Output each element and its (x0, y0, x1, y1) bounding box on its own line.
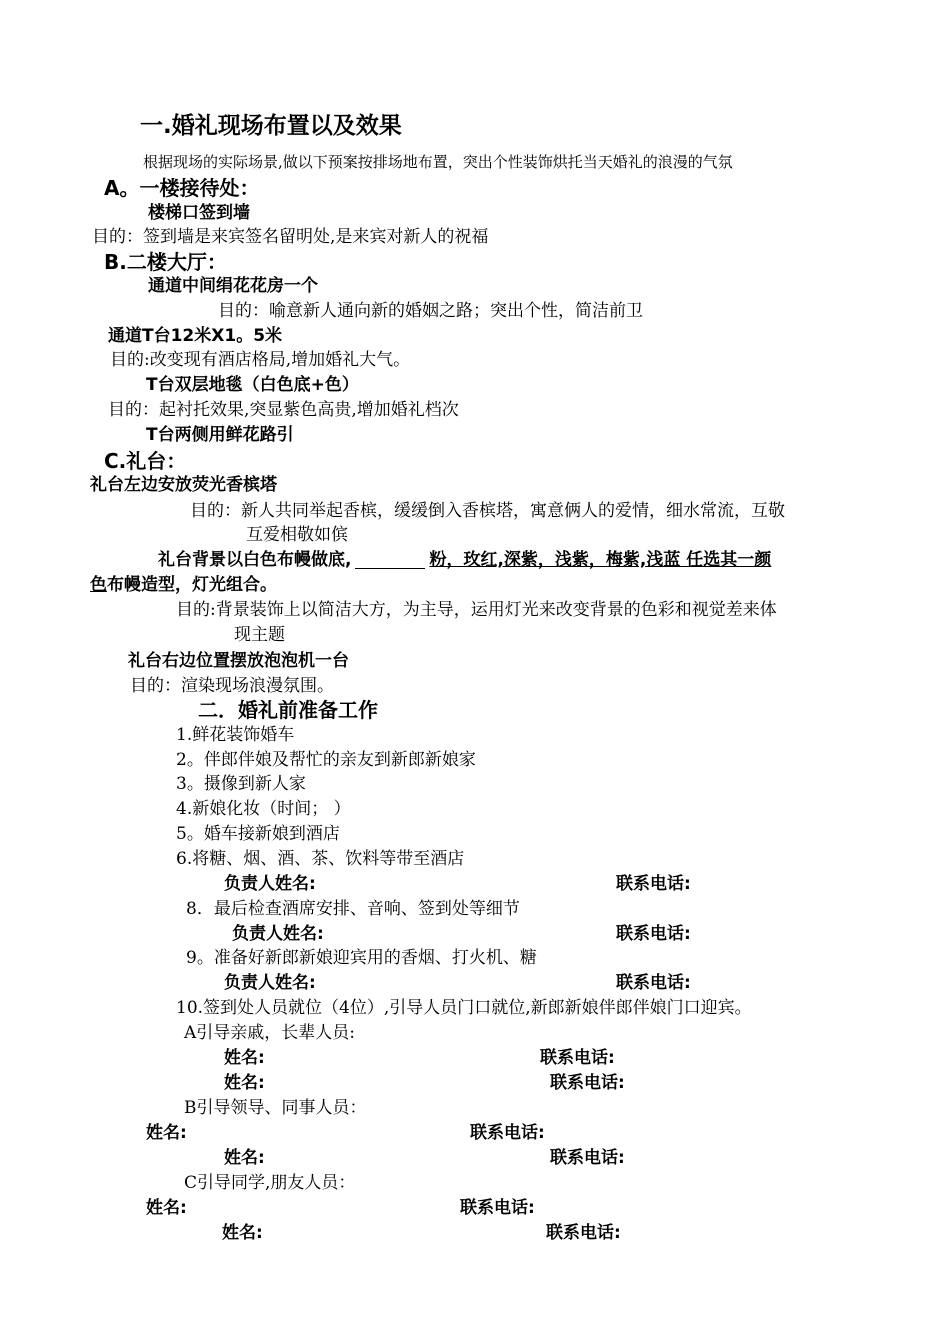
phone-label: 联系电话: (550, 1148, 625, 1168)
name-label: 姓名: (146, 1198, 187, 1218)
phone-label: 联系电话: (540, 1048, 615, 1068)
phone-label: 联系电话: (546, 1223, 621, 1243)
subsection-a-title: A。一楼接待处： (104, 176, 260, 200)
item-flower-house: 通道中间绢花花房一个 (148, 276, 318, 296)
intro-text: 根据现场的实际场景,做以下预案按排场地布置，突出个性装饰烘托当天婚礼的浪漫的气氛 (143, 153, 733, 171)
backdrop-text-c: 色 (90, 575, 107, 595)
item-backdrop (158, 549, 771, 571)
phone-label: 联系电话: (616, 973, 691, 993)
blank-underline (355, 550, 425, 569)
group-b-title: B引导领导、同事人员： (184, 1098, 367, 1118)
prep-item-4: 4.新娘化妆（时间； ） (176, 799, 351, 819)
purpose-t-stage: 目的:改变现有酒店格局,增加婚礼大气。 (110, 350, 411, 370)
name-label: 姓名: (222, 1223, 263, 1243)
purpose-bubble-machine: 目的：渲染现场浪漫氛围。 (130, 676, 334, 696)
person-name-label: 负责人姓名: (224, 874, 316, 894)
purpose-backdrop-l2: 现主题 (234, 625, 285, 645)
prep-item-3: 3。摄像到新人家 (176, 774, 306, 794)
prep-item-1: 1.鲜花装饰婚车 (176, 725, 295, 745)
purpose-champagne-l1: 目的：新人共同举起香槟，缓缓倒入香槟塔，寓意俩人的爱情，细水常流，互敬 (190, 501, 785, 521)
name-label: 姓名: (146, 1123, 187, 1143)
prep-item-2: 2。伴郎伴娘及帮忙的亲友到新郎新娘家 (176, 750, 476, 770)
phone-label: 联系电话: (470, 1123, 545, 1143)
group-c-title: C引导同学,朋友人员： (184, 1173, 356, 1193)
item-backdrop-cont (90, 574, 277, 596)
subsection-b-title: B.二楼大厅： (104, 250, 227, 274)
section1-title: 一.婚礼现场布置以及效果 (140, 113, 402, 139)
phone-label: 联系电话: (616, 924, 691, 944)
person-name-label: 负责人姓名: (232, 924, 324, 944)
phone-label: 联系电话: (460, 1198, 535, 1218)
backdrop-text-a: 礼台背景以白色布幔做底, (158, 550, 352, 570)
purpose-flower-house: 目的：喻意新人通向新的婚姻之路；突出个性，简洁前卫 (218, 301, 643, 321)
purpose-carpet: 目的：起衬托效果,突显紫色高贵,增加婚礼档次 (108, 400, 459, 420)
prep-item-10: 10.签到处人员就位（4位）,引导人员门口就位,新郎新娘伴郎伴娘门口迎宾。 (176, 998, 752, 1018)
purpose-backdrop-l1: 目的:背景装饰上以简洁大方，为主导，运用灯光来改变背景的色彩和视觉差来体 (176, 600, 777, 620)
prep-item-9: 9。准备好新郎新娘迎宾用的香烟、打火机、糖 (186, 948, 537, 968)
item-flower-path: T台两侧用鲜花路引 (146, 425, 294, 445)
backdrop-text-d: 布幔造型，灯光组合。 (107, 575, 277, 595)
section2-title: 二．婚礼前准备工作 (198, 698, 378, 722)
group-a-title: A引导亲戚，长辈人员: (184, 1023, 356, 1043)
phone-label: 联系电话: (550, 1073, 625, 1093)
item-t-stage: 通道T台12米X1。5米 (108, 326, 283, 346)
purpose-sign-wall: 目的：签到墙是来宾签名留明处,是来宾对新人的祝福 (92, 227, 489, 247)
person-name-label: 负责人姓名: (224, 973, 316, 993)
backdrop-color-options: 粉，玫红,深紫，浅紫，梅紫,浅蓝 任选其一颜 (429, 550, 772, 570)
name-label: 姓名: (224, 1048, 265, 1068)
prep-item-8: 8．最后检查酒席安排、音响、签到处等细节 (186, 899, 520, 919)
purpose-champagne-l2: 互爱相敬如傧 (246, 525, 348, 545)
subsection-c-title: C.礼台： (104, 449, 187, 473)
name-label: 姓名: (224, 1148, 265, 1168)
prep-item-6: 6.将糖、烟、酒、茶、饮料等带至酒店 (176, 849, 465, 869)
item-carpet: T台双层地毯（白色底+色） (146, 375, 359, 395)
item-bubble-machine: 礼台右边位置摆放泡泡机一台 (128, 651, 349, 671)
prep-item-5: 5。婚车接新娘到酒店 (176, 824, 340, 844)
item-champagne-tower: 礼台左边安放荧光香槟塔 (90, 475, 277, 495)
item-sign-wall: 楼梯口签到墙 (148, 203, 250, 223)
name-label: 姓名: (224, 1073, 265, 1093)
phone-label: 联系电话: (616, 874, 691, 894)
